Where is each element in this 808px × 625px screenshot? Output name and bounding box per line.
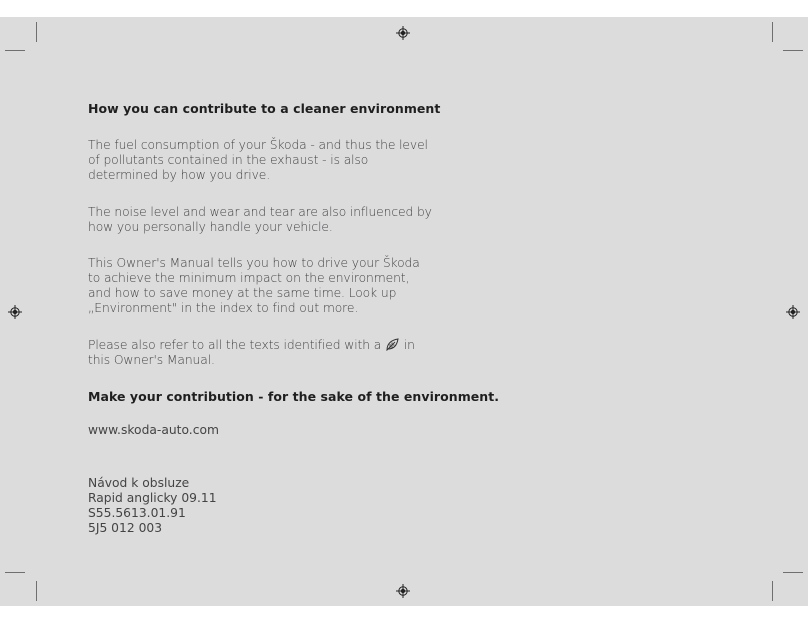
imprint-line-title: Návod k obsluze xyxy=(88,476,190,490)
refer-text-before: Please also refer to all the texts identified with a xyxy=(88,338,382,352)
registration-mark-left-icon xyxy=(8,305,22,319)
page-heading: How you can contribute to a cleaner environment xyxy=(88,101,441,116)
paragraph-noise-level: The noise level and wear and tear are also influenced by how you personally handle your vehicle. xyxy=(88,205,432,234)
imprint-line-edition: Rapid anglicky 09.11 xyxy=(88,491,217,505)
crop-mark-bottom-left xyxy=(36,581,37,601)
paragraph-refer-texts xyxy=(88,338,433,368)
crop-mark-bottom-right xyxy=(772,581,773,601)
document-page xyxy=(0,17,808,606)
crop-mark-top-left xyxy=(36,22,37,42)
paragraph-fuel-consumption: The fuel consumption of your Škoda - and thus the level of pollutants contained in the exhaust - is also determined by how you drive. xyxy=(88,138,428,182)
website-url: www.skoda-auto.com xyxy=(88,423,219,437)
crop-mark-top-left-h xyxy=(5,50,25,51)
imprint-line-part-number: 5J5 012 003 xyxy=(88,521,163,535)
registration-mark-right-icon xyxy=(786,305,800,319)
eco-leaf-icon xyxy=(385,338,400,351)
crop-mark-bottom-left-h xyxy=(5,572,25,573)
crop-mark-top-right xyxy=(772,22,773,42)
registration-mark-top-icon xyxy=(396,26,410,40)
imprint-line-code: S55.5613.01.91 xyxy=(88,506,186,520)
tagline-heading: Make your contribution - for the sake of the environment. xyxy=(88,389,500,404)
paragraph-owners-manual: This Owner's Manual tells you how to drive your Škoda to achieve the minimum impact on the environment, and how to save money at the same time. Look up „Environment" in the index to find out more. xyxy=(88,256,420,315)
crop-mark-top-right-h xyxy=(783,50,803,51)
crop-mark-bottom-right-h xyxy=(783,572,803,573)
registration-mark-bottom-icon xyxy=(396,584,410,598)
refer-text-after: in this Owner's Manual. xyxy=(88,338,415,367)
